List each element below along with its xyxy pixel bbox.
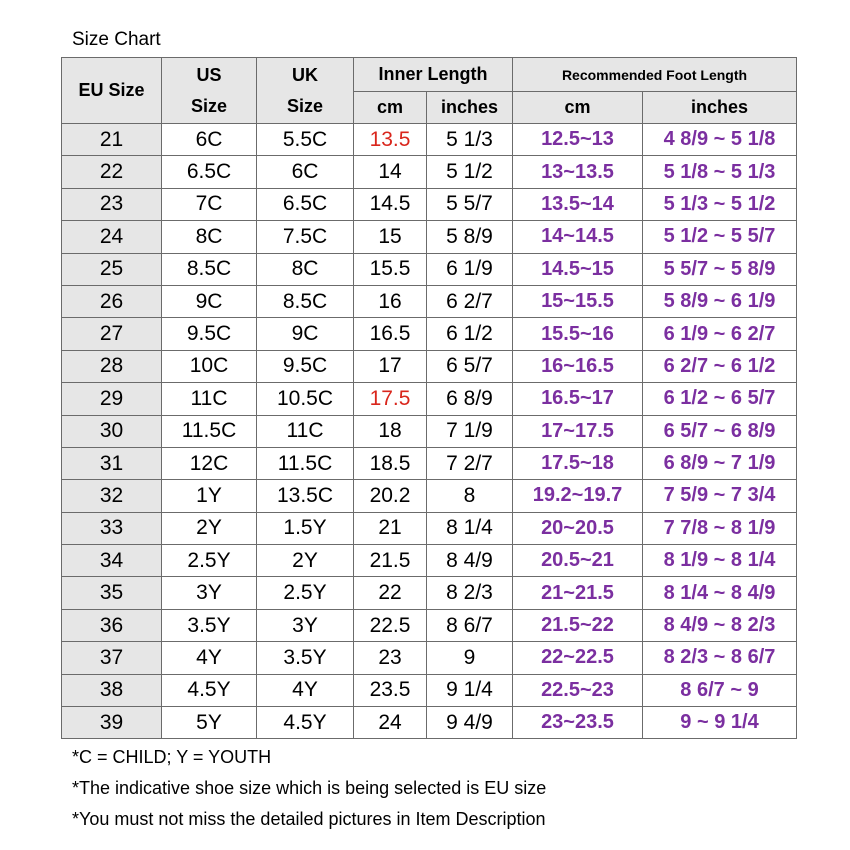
inner-cm-cell: 21.5 [354,545,427,577]
recommended-inches-cell: 9 ~ 9 1/4 [643,707,797,739]
inner-inches-cell: 8 4/9 [427,545,513,577]
inner-inches-cell: 8 1/4 [427,512,513,544]
recommended-cm-cell: 22.5~23 [513,674,643,706]
inner-cm-cell: 14.5 [354,188,427,220]
inner-inches-cell: 7 2/7 [427,447,513,479]
eu-size-header: EU Size [62,58,162,124]
recommended-cm-cell: 17.5~18 [513,447,643,479]
us-size-header-line1: US [196,64,222,85]
us-size-cell: 4.5Y [162,674,257,706]
us-size-cell: 1Y [162,480,257,512]
recommended-inches-header: inches [643,92,797,124]
inner-inches-cell: 6 5/7 [427,350,513,382]
inner-inches-cell: 6 2/7 [427,285,513,317]
eu-size-cell: 27 [62,318,162,350]
table-row [62,156,797,188]
recommended-inches-cell: 7 7/8 ~ 8 1/9 [643,512,797,544]
recommended-inches-cell: 8 1/9 ~ 8 1/4 [643,545,797,577]
inner-cm-cell: 17.5 [354,383,427,415]
recommended-cm-header: cm [513,92,643,124]
recommended-inches-cell: 7 5/9 ~ 7 3/4 [643,480,797,512]
recommended-cm-cell: 21.5~22 [513,609,643,641]
inner-inches-cell: 8 [427,480,513,512]
us-size-cell: 6C [162,124,257,156]
eu-size-cell: 29 [62,383,162,415]
recommended-cm-cell: 14~14.5 [513,221,643,253]
table-row [62,285,797,317]
recommended-foot-length-header: Recommended Foot Length [513,58,797,92]
table-row [62,545,797,577]
recommended-inches-cell: 8 4/9 ~ 8 2/3 [643,609,797,641]
note-item-description: *You must not miss the detailed pictures in Item Description [72,809,546,829]
recommended-cm-cell: 20~20.5 [513,512,643,544]
inner-cm-cell: 13.5 [354,124,427,156]
uk-size-header-line2: Size [286,95,324,116]
table-row [62,124,797,156]
inner-cm-cell: 14 [354,156,427,188]
recommended-inches-cell: 8 2/3 ~ 8 6/7 [643,642,797,674]
eu-size-cell: 35 [62,577,162,609]
eu-size-cell: 25 [62,253,162,285]
table-row [62,447,797,479]
us-size-cell: 9.5C [162,318,257,350]
uk-size-cell: 2Y [257,545,354,577]
uk-size-cell: 4Y [257,674,354,706]
note-eu-size: *The indicative shoe size which is being selected is EU size [72,778,547,798]
recommended-cm-cell: 13.5~14 [513,188,643,220]
inner-cm-cell: 17 [354,350,427,382]
inner-cm-header: cm [354,92,427,124]
recommended-inches-cell: 5 1/2 ~ 5 5/7 [643,221,797,253]
us-size-cell: 6.5C [162,156,257,188]
inner-inches-cell: 5 1/3 [427,124,513,156]
us-size-cell: 3Y [162,577,257,609]
inner-inches-cell: 5 8/9 [427,221,513,253]
eu-size-cell: 39 [62,707,162,739]
inner-cm-cell: 18.5 [354,447,427,479]
eu-size-cell: 28 [62,350,162,382]
recommended-inches-cell: 5 5/7 ~ 5 8/9 [643,253,797,285]
inner-cm-cell: 20.2 [354,480,427,512]
uk-size-cell: 2.5Y [257,577,354,609]
table-row [62,707,797,739]
inner-inches-cell: 6 8/9 [427,383,513,415]
inner-cm-cell: 23 [354,642,427,674]
uk-size-cell: 4.5Y [257,707,354,739]
table-row [62,642,797,674]
eu-size-cell: 30 [62,415,162,447]
recommended-inches-cell: 5 1/8 ~ 5 1/3 [643,156,797,188]
us-size-cell: 2.5Y [162,545,257,577]
inner-inches-cell: 9 [427,642,513,674]
us-size-cell: 8.5C [162,253,257,285]
us-size-cell: 11.5C [162,415,257,447]
table-body [62,124,797,739]
eu-size-cell: 38 [62,674,162,706]
inner-cm-cell: 23.5 [354,674,427,706]
eu-size-cell: 32 [62,480,162,512]
inner-inches-cell: 6 1/9 [427,253,513,285]
recommended-cm-cell: 20.5~21 [513,545,643,577]
eu-size-cell: 36 [62,609,162,641]
uk-size-header [257,58,354,124]
table-row [62,577,797,609]
eu-size-cell: 21 [62,124,162,156]
table-row [62,253,797,285]
uk-size-cell: 10.5C [257,383,354,415]
notes [72,742,546,835]
us-size-cell: 5Y [162,707,257,739]
uk-size-cell: 3Y [257,609,354,641]
inner-inches-cell: 9 4/9 [427,707,513,739]
table-row [62,512,797,544]
inner-inches-cell: 5 5/7 [427,188,513,220]
uk-size-cell: 8.5C [257,285,354,317]
recommended-inches-cell: 5 1/3 ~ 5 1/2 [643,188,797,220]
uk-size-cell: 3.5Y [257,642,354,674]
uk-size-header-line1: UK [292,64,318,85]
table-row [62,350,797,382]
us-size-cell: 3.5Y [162,609,257,641]
table-row [62,318,797,350]
inner-cm-cell: 15 [354,221,427,253]
eu-size-cell: 31 [62,447,162,479]
recommended-inches-cell: 6 8/9 ~ 7 1/9 [643,447,797,479]
uk-size-cell: 8C [257,253,354,285]
recommended-cm-cell: 16.5~17 [513,383,643,415]
size-chart-table [61,57,797,739]
inner-inches-cell: 8 6/7 [427,609,513,641]
inner-cm-cell: 24 [354,707,427,739]
eu-size-cell: 33 [62,512,162,544]
us-size-cell: 2Y [162,512,257,544]
recommended-inches-cell: 6 2/7 ~ 6 1/2 [643,350,797,382]
table-header [62,58,797,124]
us-size-cell: 4Y [162,642,257,674]
uk-size-cell: 11C [257,415,354,447]
recommended-cm-cell: 19.2~19.7 [513,480,643,512]
inner-inches-cell: 5 1/2 [427,156,513,188]
table-row [62,674,797,706]
table-row [62,188,797,220]
recommended-inches-cell: 6 1/9 ~ 6 2/7 [643,318,797,350]
uk-size-cell: 9.5C [257,350,354,382]
us-size-cell: 7C [162,188,257,220]
inner-inches-cell: 7 1/9 [427,415,513,447]
eu-size-cell: 34 [62,545,162,577]
eu-size-cell: 22 [62,156,162,188]
recommended-cm-cell: 12.5~13 [513,124,643,156]
inner-cm-cell: 16 [354,285,427,317]
recommended-inches-cell: 8 1/4 ~ 8 4/9 [643,577,797,609]
table-row [62,383,797,415]
us-size-cell: 9C [162,285,257,317]
uk-size-cell: 5.5C [257,124,354,156]
us-size-cell: 12C [162,447,257,479]
inner-inches-header: inches [427,92,513,124]
table-row [62,480,797,512]
uk-size-cell: 6C [257,156,354,188]
table-row [62,415,797,447]
inner-cm-cell: 15.5 [354,253,427,285]
eu-size-cell: 26 [62,285,162,317]
recommended-cm-cell: 15~15.5 [513,285,643,317]
uk-size-cell: 13.5C [257,480,354,512]
uk-size-cell: 1.5Y [257,512,354,544]
inner-cm-cell: 18 [354,415,427,447]
eu-size-cell: 37 [62,642,162,674]
recommended-inches-cell: 6 5/7 ~ 6 8/9 [643,415,797,447]
inner-inches-cell: 9 1/4 [427,674,513,706]
recommended-cm-cell: 15.5~16 [513,318,643,350]
recommended-inches-cell: 6 1/2 ~ 6 5/7 [643,383,797,415]
recommended-cm-cell: 17~17.5 [513,415,643,447]
uk-size-cell: 7.5C [257,221,354,253]
inner-cm-cell: 21 [354,512,427,544]
uk-size-cell: 11.5C [257,447,354,479]
recommended-cm-cell: 23~23.5 [513,707,643,739]
recommended-inches-cell: 5 8/9 ~ 6 1/9 [643,285,797,317]
uk-size-cell: 6.5C [257,188,354,220]
uk-size-cell: 9C [257,318,354,350]
inner-inches-cell: 8 2/3 [427,577,513,609]
recommended-inches-cell: 8 6/7 ~ 9 [643,674,797,706]
recommended-inches-cell: 4 8/9 ~ 5 1/8 [643,124,797,156]
inner-inches-cell: 6 1/2 [427,318,513,350]
eu-size-cell: 23 [62,188,162,220]
inner-cm-cell: 16.5 [354,318,427,350]
recommended-cm-cell: 13~13.5 [513,156,643,188]
table-row [62,609,797,641]
inner-length-header: Inner Length [354,58,513,92]
recommended-cm-cell: 22~22.5 [513,642,643,674]
inner-cm-cell: 22 [354,577,427,609]
us-size-cell: 10C [162,350,257,382]
inner-cm-cell: 22.5 [354,609,427,641]
page-title: Size Chart [72,29,161,50]
table-row [62,221,797,253]
recommended-cm-cell: 14.5~15 [513,253,643,285]
us-size-cell: 8C [162,221,257,253]
us-size-header-line2: Size [190,95,228,116]
us-size-header [162,58,257,124]
recommended-cm-cell: 21~21.5 [513,577,643,609]
note-size-legend: *C = CHILD; Y = YOUTH [72,747,272,767]
us-size-cell: 11C [162,383,257,415]
recommended-cm-cell: 16~16.5 [513,350,643,382]
eu-size-cell: 24 [62,221,162,253]
